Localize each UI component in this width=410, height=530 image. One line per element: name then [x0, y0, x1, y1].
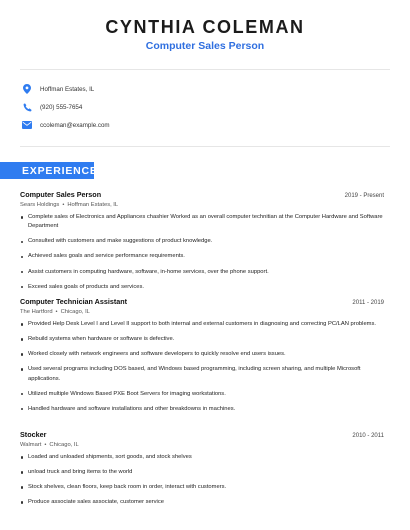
job-entry: Computer Sales Person 2019 - Present Sears Holdings • Hoffman Estates, IL Complete sales of Electronics and Appliances chashier Worked as an overall computer technitian at the Computer Hardware and Software Department Consulted with customers and make suggestions of product knowledge. Achieved sales goals and service performance requirements. Assist customers in computing hardware, software, in-home services, over the phone support. Exceed sales goals of products and services.: [20, 190, 384, 298]
job-bullet: Handled hardware and software installations and other breakdowns in machines.: [20, 405, 384, 414]
job-bullets: [20, 453, 384, 508]
header-divider: [20, 69, 390, 70]
job-bullets: [20, 213, 384, 292]
job-bullet: Provided Help Desk Level I and Level II support to both internal and external customers in diagnosing and correcting PC/LAN problems.: [20, 320, 384, 329]
job-entry: Stocker 2010 - 2011 Walmart • Chicago, IL Loaded and unloaded shipments, sort goods, and stock shelves unload truck and bring items to the world Stock shelves, clean floors, keep back room in order, interact with customers. Produce associate sales associate, customer service: [20, 430, 384, 513]
job-bullet: Complete sales of Electronics and Appliances chashier Worked as an overall computer technitian at the Computer Hardware and Software Department: [20, 213, 384, 232]
contact-email[interactable]: [22, 118, 382, 132]
job-location: Chicago, IL: [60, 309, 90, 315]
job-bullet: Achieved sales goals and service performance requirements.: [20, 252, 384, 261]
candidate-name: CYNTHIA COLEMAN: [105, 17, 305, 37]
job-dates: 2019 - Present: [344, 193, 384, 199]
job-bullet: Assist customers in computing hardware, software, in-home services, over the phone support.: [20, 268, 384, 277]
job-title: Computer Technician Assistant: [20, 297, 128, 306]
job-location: Hoffman Estates, IL: [67, 202, 119, 208]
phone-icon: [22, 102, 32, 112]
job-bullet: Used several programs including DOS based, and Windows based programming, including screen sharing, and multiple Microsoft applications.: [20, 365, 384, 384]
job-company: The Hartford: [20, 309, 53, 315]
email-icon: [22, 120, 32, 130]
job-bullets: [20, 320, 384, 414]
job-bullet: unload truck and bring items to the world: [20, 468, 384, 477]
job-company: Walmart: [20, 442, 42, 448]
location-pin-icon: [22, 84, 32, 94]
job-bullet: Utilized multiple Windows Based PXE Boot Servers for imaging workstations.: [20, 390, 384, 399]
contact-phone: [22, 100, 382, 114]
contact-location-text: Hoffman Estates, IL: [40, 85, 95, 93]
job-company: Sears Holdings: [20, 202, 60, 208]
job-dates: 2010 - 2011: [352, 433, 384, 439]
job-entry: Computer Technician Assistant 2011 - 2019 The Hartford • Chicago, IL Provided Help Desk Level I and Level II support to both internal and external customers in diagnosing and correcting PC/LAN problems. Rebuild systems when hardware or software is defective. Worked closely with network engineers and software developers to quickly resolve end users issues. Used several programs including DOS based, and Windows based programming, including screen sharing, and multiple Microsoft applications. Utilized multiple Windows Based PXE Boot Servers for imaging workstations. Handled hardware and software installations and other breakdowns in machines.: [20, 297, 384, 420]
job-bullet: Consulted with customers and make suggestions of product knowledge.: [20, 237, 384, 246]
job-title: Computer Sales Person: [20, 190, 102, 199]
job-bullet: Worked closely with network engineers and software developers to quickly resolve end users issues.: [20, 350, 384, 359]
contact-divider: [20, 146, 390, 147]
contact-phone-text: (920) 555-7654: [40, 103, 83, 111]
contact-email-text: ccoleman@example.com: [40, 121, 110, 129]
candidate-role: Computer Sales Person: [145, 40, 265, 52]
job-location: Chicago, IL: [49, 442, 79, 448]
job-bullet: Rebuild systems when hardware or software is defective.: [20, 335, 384, 344]
job-bullet: Stock shelves, clean floors, keep back room in order, interact with customers.: [20, 483, 384, 492]
job-bullet: Loaded and unloaded shipments, sort goods, and stock shelves: [20, 453, 384, 462]
job-bullet: Exceed sales goals of products and services.: [20, 283, 384, 292]
job-title: Stocker: [20, 430, 47, 439]
experience-heading: EXPERIENCE: [0, 162, 94, 179]
job-bullet: Produce associate sales associate, customer service: [20, 498, 384, 507]
contact-location: [22, 82, 382, 96]
job-dates: 2011 - 2019: [352, 300, 384, 306]
